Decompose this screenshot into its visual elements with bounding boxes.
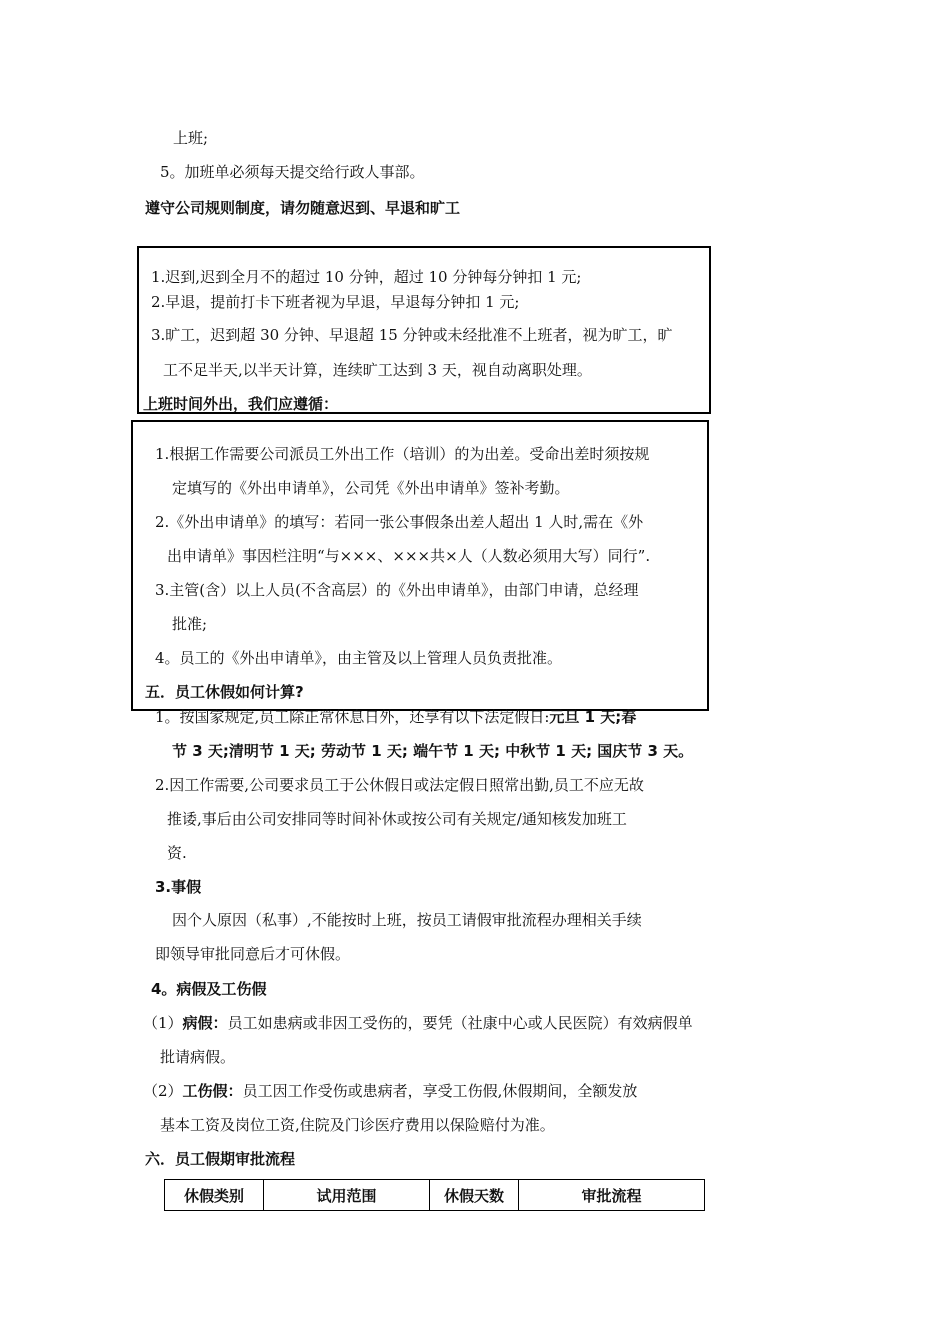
- text-line: [155, 707, 636, 727]
- text-line: 1.迟到,迟到全月不的超过 10 分钟，超过 10 分钟每分钟扣 1 元;: [151, 268, 582, 286]
- text-line: 1.根据工作需要公司派员工外出工作（培训）的为出差。受命出差时须按规: [155, 445, 650, 463]
- leave-approval-table: [164, 1179, 705, 1211]
- text-line: 定填写的《外出申请单》，公司凭《外出申请单》签补考勤。: [172, 479, 570, 497]
- text-line: 2.早退，提前打卡下班者视为早退，早退每分钟扣 1 元;: [151, 293, 520, 311]
- text-line: 基本工资及岗位工资,住院及门诊医疗费用以保险赔付为准。: [160, 1116, 555, 1134]
- text-line: 批请病假。: [160, 1048, 236, 1066]
- text-line: 4。员工的《外出申请单》，由主管及以上管理人员负责批准。: [155, 649, 563, 667]
- text-line: 节 3 天;清明节 1 天; 劳动节 1 天; 端午节 1 天; 中秋节 1 天; 国庆节 3 天。: [172, 742, 694, 760]
- table-header-cell: 试用范围: [264, 1180, 430, 1211]
- text-line: 即领导审批同意后才可休假。: [155, 945, 351, 963]
- table-header-cell: 休假天数: [430, 1180, 519, 1211]
- text-span: 员工如患病或非因工受伤的，要凭（社康中心或人民医院）有效病假单: [227, 1014, 693, 1032]
- subsection-heading: 4。病假及工伤假: [151, 980, 267, 998]
- section-heading: 遵守公司规则制度，请勿随意迟到、早退和旷工: [145, 199, 461, 217]
- table-header-cell: 休假类别: [165, 1180, 264, 1211]
- text-line: 3.主管(含）以上人员(不含高层）的《外出申请单》，由部门申请，总经理: [155, 581, 639, 599]
- text-line: 3.旷工，迟到超 30 分钟、早退超 15 分钟或未经批准不上班者，视为旷工，旷: [151, 326, 673, 344]
- text-span: 元旦 1 天;春: [549, 708, 637, 726]
- text-line: [143, 1081, 637, 1101]
- text-line: 上班;: [173, 129, 209, 147]
- text-span: （1）: [143, 1014, 183, 1032]
- subsection-heading: 3.事假: [155, 878, 202, 896]
- text-line: 资.: [167, 844, 187, 862]
- text-span: 1。按国家规定,员工除正常休息日外，还享有以下法定假日:: [155, 708, 550, 726]
- text-line: 2.《外出申请单》的填写：若同一张公事假条出差人超出 1 人时,需在《外: [155, 513, 644, 531]
- table-header-cell: 审批流程: [519, 1180, 705, 1211]
- text-line: 2.因工作需要,公司要求员工于公休假日或法定假日照常出勤,员工不应无故: [155, 776, 644, 794]
- text-line: 出申请单》事因栏注明“与×××、×××共×人（人数必须用大写）同行”.: [167, 547, 651, 565]
- text-line: 推诿,事后由公司安排同等时间补休或按公司有关规定/通知核发加班工: [167, 810, 627, 828]
- text-span: 员工因工作受伤或患病者，享受工伤假,休假期间，全额发放: [242, 1082, 638, 1100]
- text-span: 工伤假：: [182, 1082, 243, 1100]
- text-line: 工不足半天,以半天计算，连续旷工达到 3 天，视自动离职处理。: [163, 361, 592, 379]
- text-line: 因个人原因（私事）,不能按时上班，按员工请假审批流程办理相关手续: [172, 911, 642, 929]
- text-span: 病假：: [182, 1014, 228, 1032]
- section-heading: 上班时间外出，我们应遵循：: [143, 395, 339, 413]
- section-heading: 六．员工假期审批流程: [145, 1150, 296, 1168]
- text-line: 5。加班单必须每天提交给行政人事部。: [160, 163, 425, 181]
- section-heading: 五．员工休假如何计算?: [145, 683, 304, 701]
- table-header-row: [165, 1180, 705, 1211]
- text-line: 批准;: [172, 615, 208, 633]
- text-span: （2）: [143, 1082, 183, 1100]
- text-line: [143, 1013, 693, 1033]
